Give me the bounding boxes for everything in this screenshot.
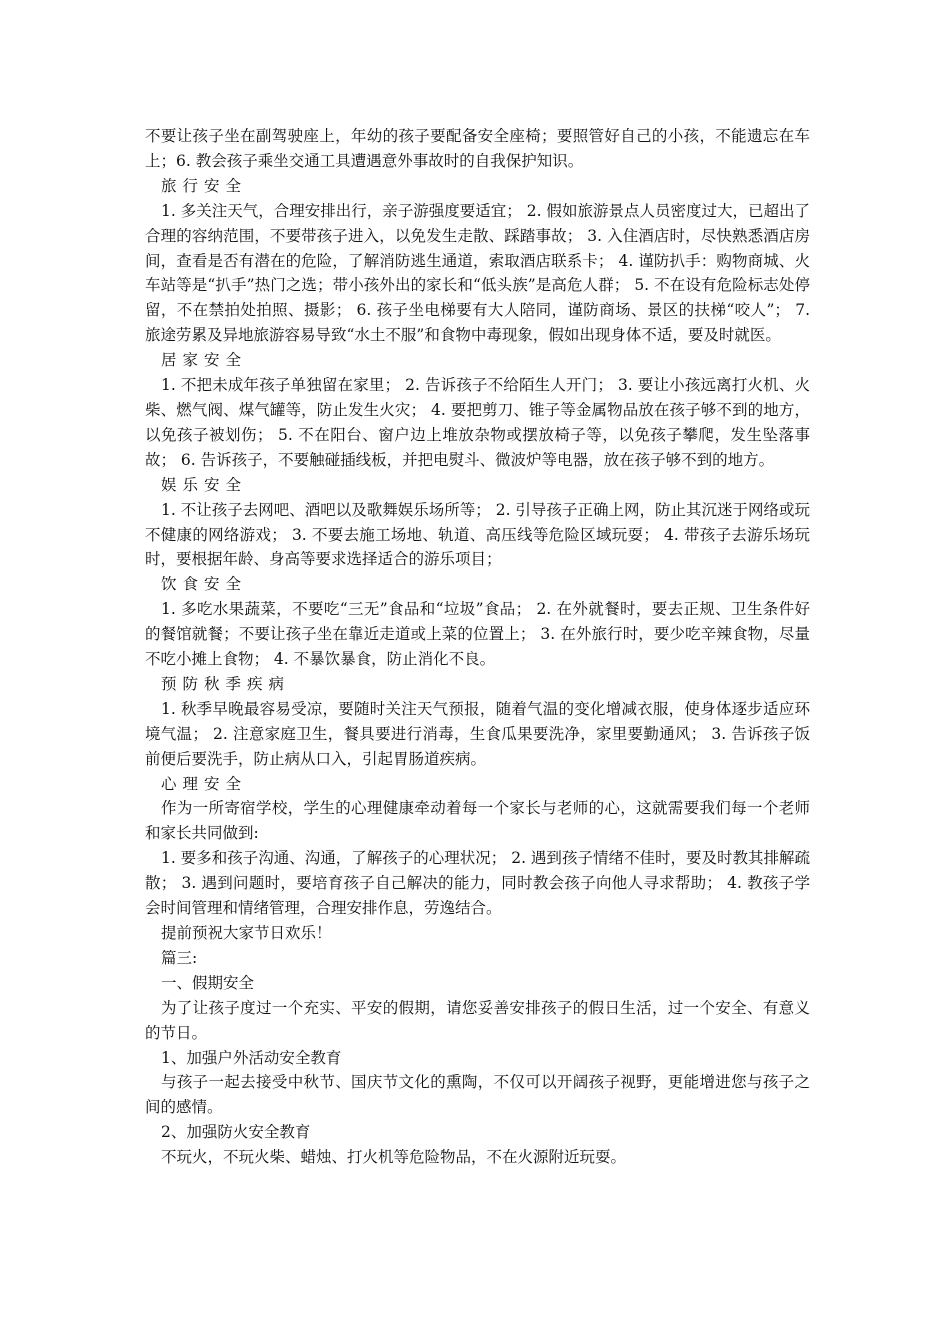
section-label-part-three: 篇三: [161, 948, 198, 967]
paragraph-travel-safety: 1. 多关注天气，合理安排出行，亲子游强度要适宜； 2. 假如旅游景点人员密度过大，已超出了合理的容纳范围，不要带孩子进入，以免发生走散、踩踏事故； 3. 入住酒店时，尽快熟悉酒店房间，查看是否有潜在的危险，了解消防逃生通道，索取酒店联系卡； 4. 谨防扒手：购物商城、火车站等是“扒手”热门之选；带小孩外出的家长和“低头族”是高危人群； 5. 不在设有危险标志处停留，不在禁拍处拍照、摄影； 6. 孩子坐电梯要有大人陪同，谨防商场、景区的扶梯“咬人”； 7. 旅途劳累及异地旅游容易导致“水土不服”和食物中毒现象，假如出现身体不适，要及时就医。 [145, 201, 810, 345]
paragraph-entertainment-safety: 1. 不让孩子去网吧、酒吧以及歌舞娱乐场所等； 2. 引导孩子正确上网，防止其沉迷于网络或玩不健康的网络游戏； 3. 不要去施工场地、轨道、高压线等危险区域玩耍； 4. 带孩子去游乐场玩时，要根据年龄、身高等要求选择适合的游乐项目； [145, 500, 810, 569]
heading-home-safety: 居家安全 [161, 351, 248, 370]
heading-holiday-safety: 一、假期安全 [161, 973, 255, 992]
paragraph-home-safety: 1. 不把未成年孩子单独留在家里； 2. 告诉孩子不给陌生人开门； 3. 要让小孩远离打火机、火柴、燃气阀、煤气罐等，防止发生火灾； 4. 要把剪刀、锥子等金属物品放在孩子够不到的地方，以免孩子被划伤； 5. 不在阳台、窗户边上堆放杂物或摆放椅子等，以免孩子攀爬，发生坠落事故； 6. 告诉孩子，不要触碰插线板，并把电熨斗、微波炉等电器，放在孩子够不到的地方。 [145, 376, 810, 469]
document-body [145, 124, 810, 1170]
paragraph-mental-intro: 作为一所寄宿学校，学生的心理健康牵动着每一个家长与老师的心，这就需要我们每一个老师和家长共同做到: [145, 799, 810, 843]
paragraph-mental-safety: 1. 要多和孩子沟通、沟通，了解孩子的心理状况； 2. 遇到孩子情绪不佳时，要及时教其排解疏散； 3. 遇到问题时，要培育孩子自己解决的能力，同时教会孩子向他人寻求帮助； 4. 教孩子学会时间管理和情绪管理，合理安排作息，劳逸结合。 [145, 849, 810, 918]
subheading-outdoor-safety: 1、加强户外活动安全教育 [161, 1048, 342, 1067]
paragraph-holiday-wishes: 提前预祝大家节日欢乐！ [161, 924, 332, 942]
heading-entertainment-safety: 娱乐安全 [161, 475, 248, 494]
paragraph-holiday-intro: 为了让孩子度过一个充实、平安的假期，请您妥善安排孩子的假日生活，过一个安全、有意义的节日。 [145, 998, 810, 1042]
paragraph-autumn-disease: 1. 秋季早晚最容易受凉，要随时关注天气预报，随着气温的变化增减衣服，使身体逐步适应环境气温； 2. 注意家庭卫生，餐具要进行消毒，生食瓜果要洗净，家里要勤通风； 3. 告诉孩子饭前便后要洗手，防止病从口入，引起胃肠道疾病。 [145, 699, 810, 768]
heading-mental-safety: 心理安全 [161, 774, 248, 793]
heading-food-safety: 饮食安全 [161, 575, 248, 594]
paragraph-food-safety: 1. 多吃水果蔬菜，不要吃“三无”食品和“垃圾”食品； 2. 在外就餐时，要去正规、卫生条件好的餐馆就餐；不要让孩子坐在靠近走道或上菜的位置上； 3. 在外旅行时，要少吃辛辣食物，尽量不吃小摊上食物； 4. 不暴饮暴食，防止消化不良。 [145, 600, 810, 669]
heading-travel-safety: 旅行安全 [161, 176, 248, 195]
paragraph-traffic-continued: 不要让孩子坐在副驾驶座上，年幼的孩子要配备安全座椅；要照管好自己的小孩，不能遗忘在车上；6. 教会孩子乘坐交通工具遭遇意外事故时的自我保护知识。 [145, 127, 810, 170]
paragraph-outdoor-safety: 与孩子一起去接受中秋节、国庆节文化的熏陶，不仅可以开阔孩子视野，更能增进您与孩子之间的感情。 [145, 1073, 810, 1117]
subheading-fire-safety: 2、加强防火安全教育 [161, 1123, 311, 1142]
paragraph-fire-safety: 不玩火，不玩火柴、蜡烛、打火机等危险物品，不在火源附近玩耍。 [161, 1148, 627, 1167]
heading-autumn-disease: 预防秋季疾病 [161, 674, 291, 693]
